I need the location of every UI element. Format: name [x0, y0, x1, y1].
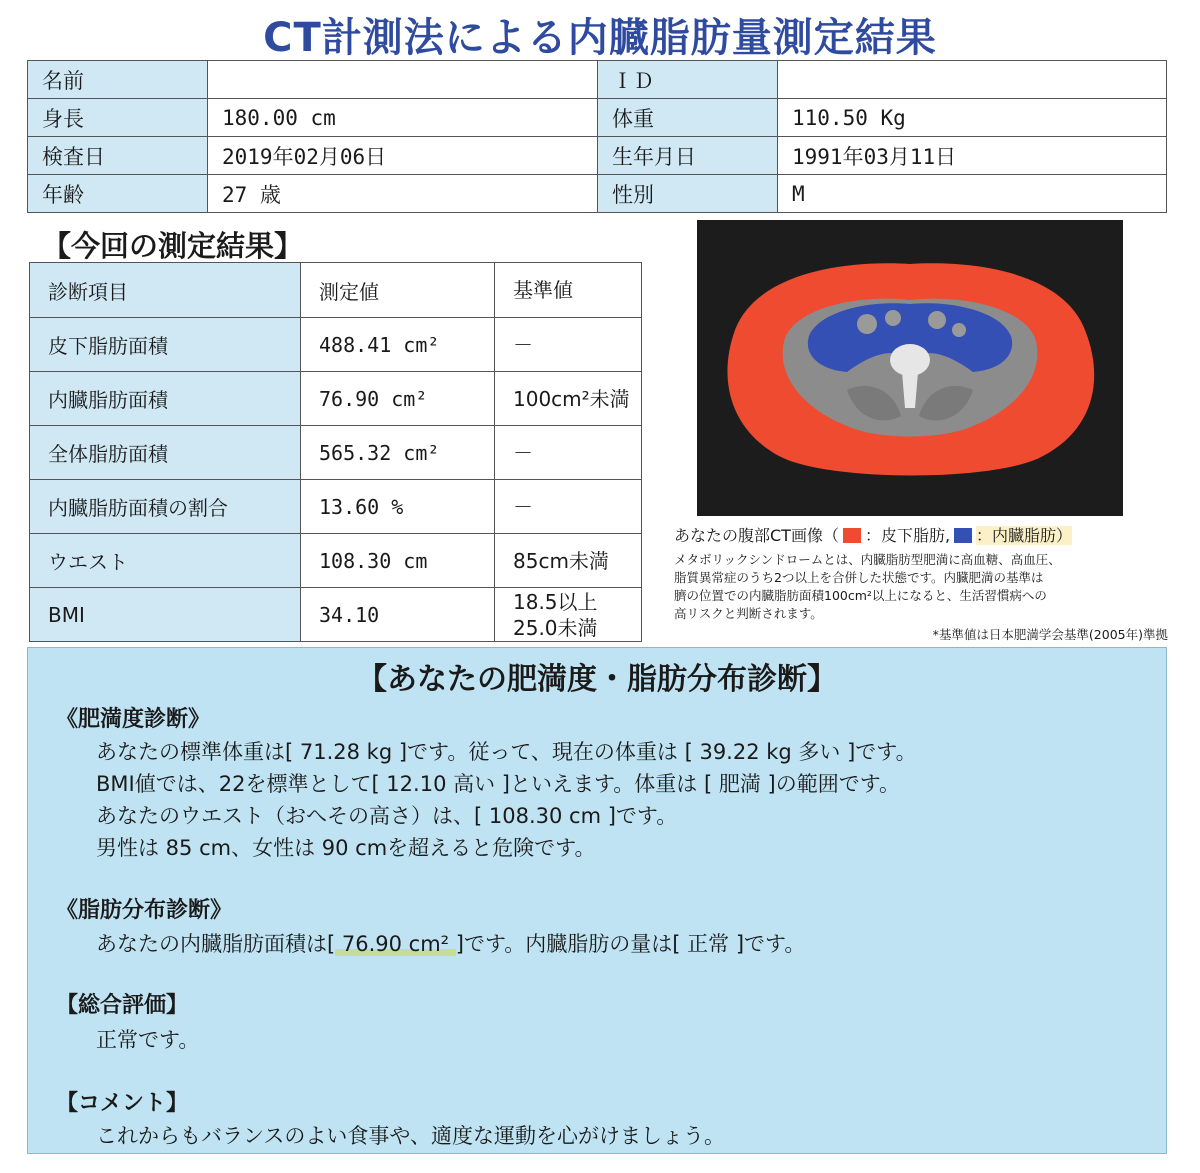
obesity-line: BMI値では、22を標準として[ 12.10 高い ]といえます。体重は [ 肥満 ]の範囲です。 [96, 772, 901, 796]
table-row [30, 480, 642, 534]
birth-date-label: 生年月日 [598, 137, 778, 175]
result-value: 76.90 cm² [301, 372, 495, 426]
result-value: 34.10 [301, 588, 495, 642]
result-item: 皮下脂肪面積 [30, 318, 301, 372]
reference-line: 85cm未満 [513, 548, 609, 573]
fat-distribution-line [96, 928, 805, 958]
height-value: 180.00 cm [208, 99, 598, 137]
result-value: 488.41 cm² [301, 318, 495, 372]
note-line: 高リスクと判断されます。 [674, 606, 823, 621]
legend-visceral: ：内臓脂肪） [976, 526, 1073, 545]
name-label: 名前 [28, 61, 208, 99]
result-value: 108.30 cm [301, 534, 495, 588]
height-label: 身長 [28, 99, 208, 137]
diagnosis-title: 【あなたの肥満度・脂肪分布診断】 [357, 662, 837, 697]
sex-label: 性別 [598, 175, 778, 213]
results-table [29, 262, 642, 642]
overall-text: 正常です。 [96, 1028, 200, 1052]
table-row [30, 426, 642, 480]
result-item: 内臓脂肪面積 [30, 372, 301, 426]
results-heading: 【今回の測定結果】 [42, 229, 304, 263]
result-item: BMI [30, 588, 301, 642]
result-value: 13.60 % [301, 480, 495, 534]
result-reference [495, 534, 642, 588]
overall-heading: 【総合評価】 [56, 993, 189, 1018]
comment-text: これからもバランスのよい食事や、適度な運動を心がけましょう。 [96, 1124, 725, 1148]
obesity-heading: 《肥満度診断》 [56, 707, 211, 732]
organ [952, 323, 966, 337]
header-reference: 基準値 [495, 263, 642, 318]
reference-line: － [513, 440, 533, 465]
id-value [778, 61, 1167, 99]
visceral-area-highlight: 76.90 cm² [335, 932, 456, 956]
organ [885, 310, 901, 326]
ct-image [697, 220, 1123, 516]
table-row [30, 372, 642, 426]
table-row [28, 99, 1167, 137]
reference-line: － [513, 332, 533, 357]
reference-line: 100cm²未満 [513, 386, 630, 411]
reference-line: 25.0未満 [513, 615, 598, 640]
table-header-row [30, 263, 642, 318]
organ [928, 311, 946, 329]
result-item: 全体脂肪面積 [30, 426, 301, 480]
caption-text: あなたの腹部CT画像（ [674, 526, 839, 545]
result-item: 内臓脂肪面積の割合 [30, 480, 301, 534]
age-label: 年齢 [28, 175, 208, 213]
note-line: 脂質異常症のうち2つ以上を合併した状態です。内臓肥満の基準は [674, 570, 1044, 585]
report-title: CT計測法による内臓脂肪量測定結果 [263, 15, 937, 61]
weight-value: 110.50 Kg [778, 99, 1167, 137]
fat-text: ]です。内臓脂肪の量は[ 正常 ]です。 [455, 932, 806, 956]
diagnosis-box [27, 647, 1167, 1154]
comment-heading: 【コメント】 [56, 1091, 189, 1116]
exam-date-value: 2019年02月06日 [208, 137, 598, 175]
table-row [30, 588, 642, 642]
fat-text: あなたの内臓脂肪面積は[ [96, 932, 336, 956]
subcutaneous-swatch [843, 528, 861, 543]
result-reference [495, 318, 642, 372]
table-row [28, 137, 1167, 175]
birth-date-value: 1991年03月11日 [778, 137, 1167, 175]
table-row [30, 534, 642, 588]
table-row [30, 318, 642, 372]
legend-subcutaneous: ：皮下脂肪, [864, 526, 951, 545]
fat-distribution-heading: 《脂肪分布診断》 [56, 898, 233, 923]
result-reference [495, 426, 642, 480]
table-row [28, 175, 1167, 213]
header-value: 測定値 [301, 263, 495, 318]
reference-line: － [513, 494, 533, 519]
vertebra [890, 344, 930, 376]
metabolic-note [674, 551, 1154, 623]
organ [857, 314, 877, 334]
sex-value: M [778, 175, 1167, 213]
result-reference [495, 480, 642, 534]
exam-date-label: 検査日 [28, 137, 208, 175]
visceral-swatch [954, 528, 972, 543]
result-item: ウエスト [30, 534, 301, 588]
note-line: 臍の位置での内臓脂肪面積100cm²以上になると、生活習慣病への [674, 588, 1047, 603]
reference-source: *基準値は日本肥満学会基準(2005年)準拠 [932, 627, 1168, 642]
abdominal-ct-scan [697, 220, 1123, 516]
header-item: 診断項目 [30, 263, 301, 318]
obesity-line: あなたのウエスト（おへその高さ）は、[ 108.30 cm ]です。 [96, 804, 678, 828]
note-line: メタボリックシンドロームとは、内臓脂肪型肥満に高血糖、高血圧、 [674, 552, 1061, 567]
obesity-line: あなたの標準体重は[ 71.28 kg ]です。従って、現在の体重は [ 39.22 kg 多い ]です。 [96, 740, 917, 764]
name-value [208, 61, 598, 99]
ct-caption [674, 523, 1072, 546]
id-label: ＩＤ [598, 61, 778, 99]
table-row [28, 61, 1167, 99]
result-value: 565.32 cm² [301, 426, 495, 480]
weight-label: 体重 [598, 99, 778, 137]
patient-info-table [27, 60, 1167, 213]
result-reference [495, 372, 642, 426]
age-value: 27 歳 [208, 175, 598, 213]
obesity-line: 男性は 85 cm、女性は 90 cmを超えると危険です。 [96, 836, 596, 860]
reference-line: 18.5以上 [513, 589, 598, 614]
result-reference [495, 588, 642, 642]
